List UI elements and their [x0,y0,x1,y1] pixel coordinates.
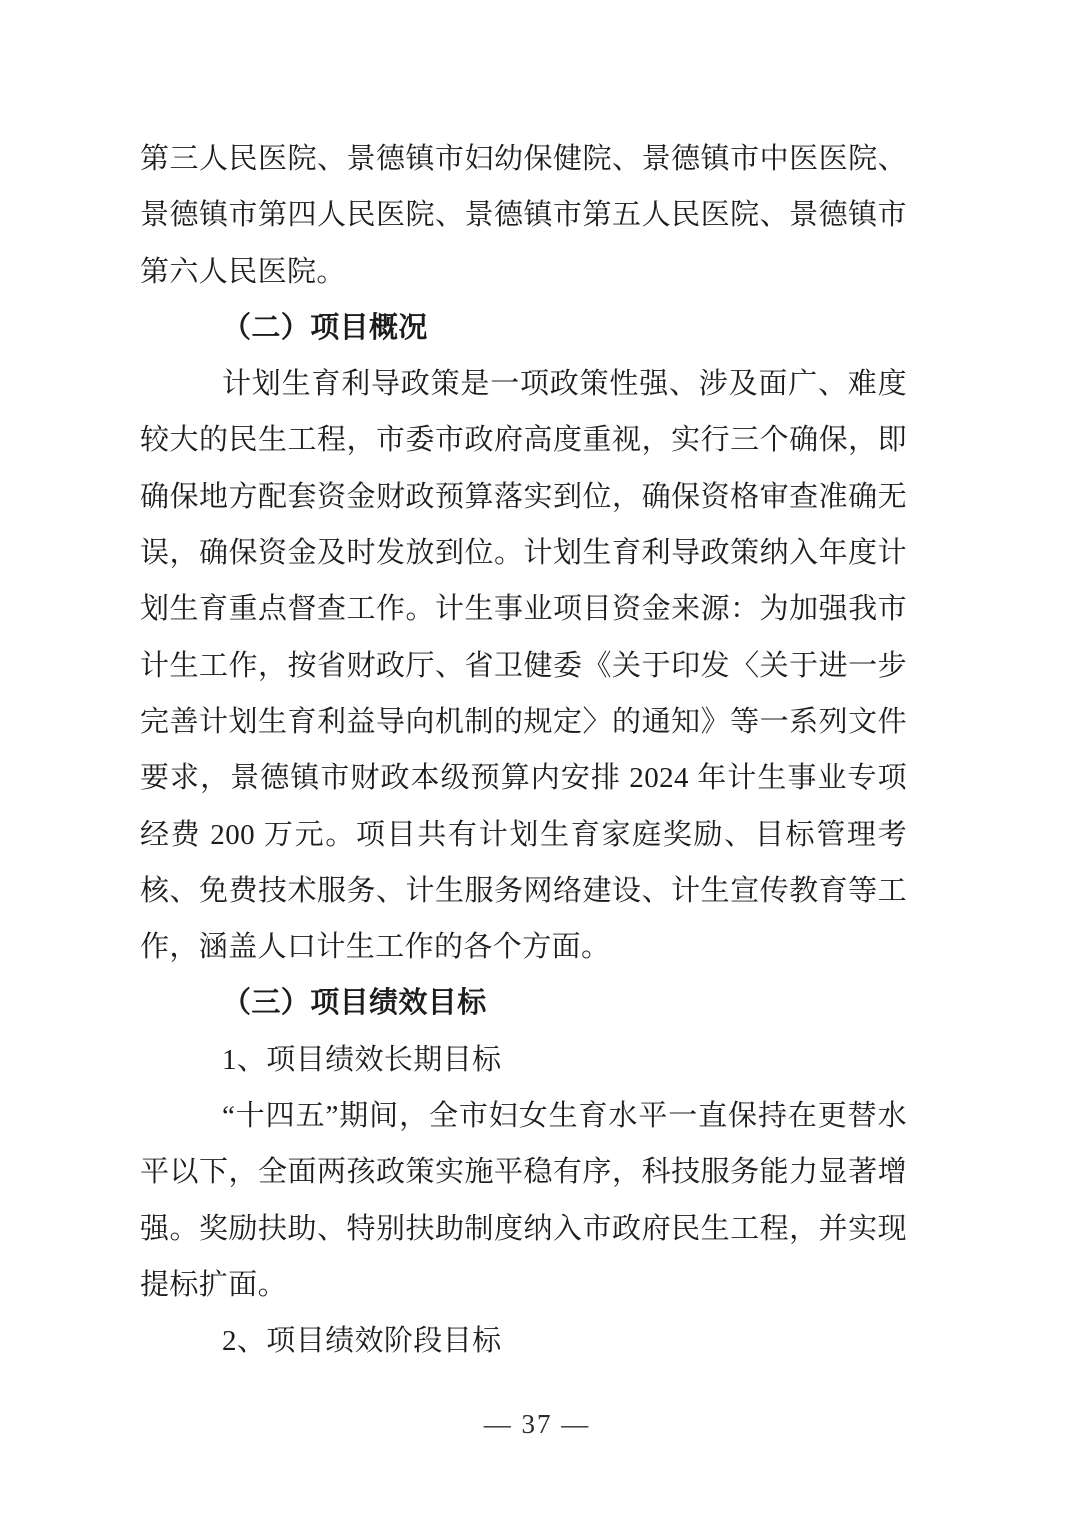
subheading-stage-goal: 2、项目绩效阶段目标 [222,1325,502,1358]
paragraph-project-overview: 计划生育利导政策是一项政策性强、涉及面广、难度较大的民生工程，市委市政府高度重视，实行三个确保，即确保地方配套资金财政预算落实到位，确保资格审查准确无误，确保资金及时发放到位。计划生育利导政策纳入年度计划生育重点督查工作。计生事业项目资金来源：为加强我市计生工作，按省财政厅、省卫健委《关于印发〈关于进一步完善计划生育利益导向机制的规定〉的通知》等一系列文件要求，景德镇市财政本级预算内安排 2024 年计生事业专项经费 200 万元。项目共有计划生育家庭奖励、目标管理考核、免费技术服务、计生服务网络建设、计生宣传教育等工作，涵盖人口计生工作的各个方面。 [140,368,907,964]
subheading-long-term-goal: 1、项目绩效长期目标 [222,1043,502,1076]
section-heading-performance-goals: （三）项目绩效目标 [222,987,487,1020]
document-body [140,131,907,1370]
section-heading-project-overview: （二）项目概况 [222,311,428,344]
page-number: — 37 — [483,1409,591,1439]
page-footer [0,1406,1074,1442]
paragraph-long-term-goal: “十四五”期间，全市妇女生育水平一直保持在更替水平以下，全面两孩政策实施平稳有序，科技服务能力显著增强。奖励扶助、特别扶助制度纳入市政府民生工程，并实现提标扩面。 [140,1100,907,1301]
paragraph-hospital-list-continuation: 第三人民医院、景德镇市妇幼保健院、景德镇市中医医院、景德镇市第四人民医院、景德镇市第五人民医院、景德镇市第六人民医院。 [140,143,907,288]
